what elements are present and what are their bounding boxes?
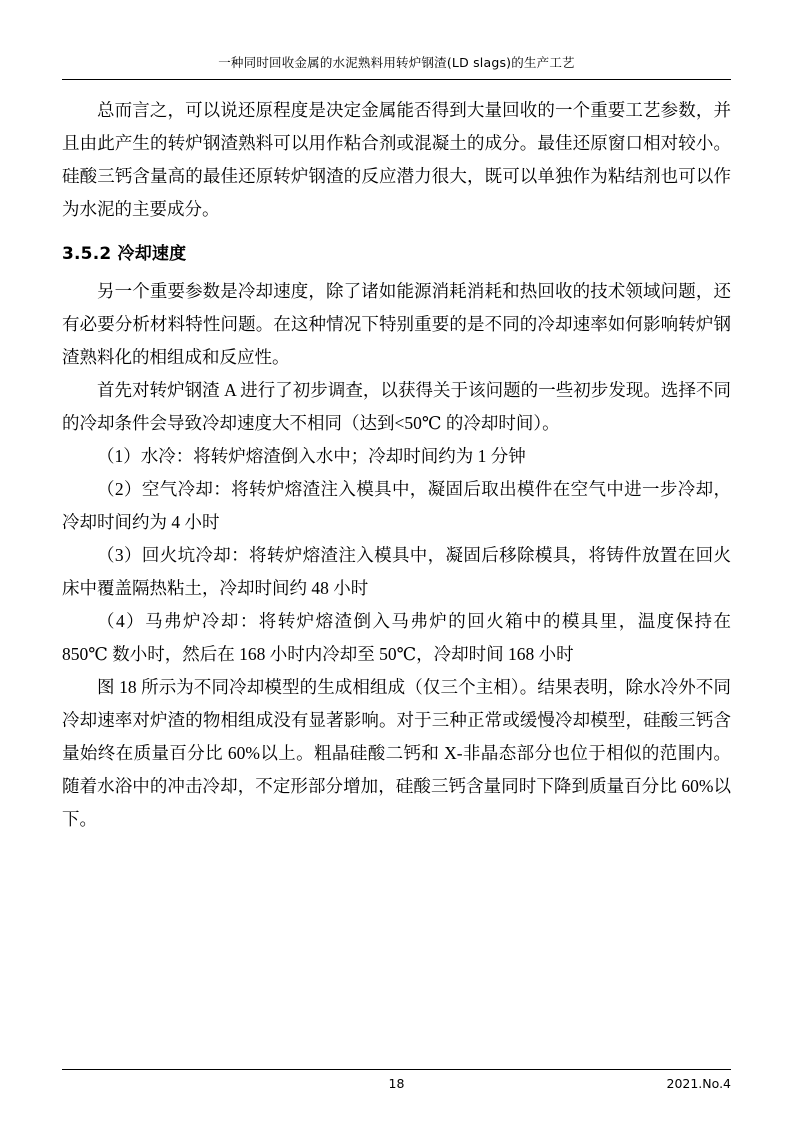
paragraph-2: 另一个重要参数是冷却速度，除了诸如能源消耗消耗和热回收的技术领域问题，还有必要分析材料特性问题。在这种情况下特别重要的是不同的冷却速率如何影响转炉钢渣熟料化的相组成和反应性。 bbox=[62, 280, 731, 367]
page-number: 18 bbox=[388, 1076, 405, 1091]
header-divider bbox=[62, 79, 731, 80]
footer-row bbox=[62, 1076, 731, 1094]
list-item-3: （3）回火坑冷却：将转炉熔渣注入模具中，凝固后移除模具，将铸件放置在回火床中覆盖隔热粘土，冷却时间约 48 小时 bbox=[62, 544, 731, 598]
list-item-2: （2）空气冷却：将转炉熔渣注入模具中，凝固后取出模件在空气中进一步冷却，冷却时间约为 4 小时 bbox=[62, 478, 731, 532]
issue-label: 2021.No.4 bbox=[666, 1076, 731, 1091]
running-title: 一种同时回收金属的水泥熟料用转炉钢渣(LD slags)的生产工艺 bbox=[218, 55, 575, 70]
footer-divider bbox=[62, 1069, 731, 1070]
paragraph-1: 总而言之，可以说还原程度是决定金属能否得到大量回收的一个重要工艺参数，并且由此产生的转炉钢渣熟料可以用作粘合剂或混凝土的成分。最佳还原窗口相对较小。硅酸三钙含量高的最佳还原转炉钢渣的反应潜力很大，既可以单独作为粘结剂也可以作为水泥的主要成分。 bbox=[62, 99, 731, 219]
page-content-area bbox=[62, 54, 731, 1082]
paragraph-4: 图 18 所示为不同冷却模型的生成相组成（仅三个主相）。结果表明，除水冷外不同冷却速率对炉渣的物相组成没有显著影响。对于三种正常或缓慢冷却模型，硅酸三钙含量始终在质量百分比 60%以上。粗晶硅酸二钙和 X-非晶态部分也位于相似的范围内。随着水浴中的冲击冷却，不定形部分增加，硅酸三钙含量同时下降到质量百分比 60%以下。 bbox=[62, 676, 731, 829]
page-footer bbox=[62, 1069, 731, 1094]
page-header bbox=[62, 54, 731, 77]
list-item-1: （1）水冷：将转炉熔渣倒入水中；冷却时间约为 1 分钟 bbox=[97, 445, 526, 466]
section-heading-3-5-2: 3.5.2 冷却速度 bbox=[62, 243, 187, 264]
list-item-4: （4）马弗炉冷却：将转炉熔渣倒入马弗炉的回火箱中的模具里，温度保持在 850℃ 数小时，然后在 168 小时内冷却至 50℃，冷却时间 168 小时 bbox=[62, 610, 731, 664]
paragraph-3: 首先对转炉钢渣 A 进行了初步调查，以获得关于该问题的一些初步发现。选择不同的冷却条件会导致冷却速度大不相同（达到<50℃ 的冷却时间）。 bbox=[62, 379, 731, 433]
document-body bbox=[62, 94, 731, 836]
